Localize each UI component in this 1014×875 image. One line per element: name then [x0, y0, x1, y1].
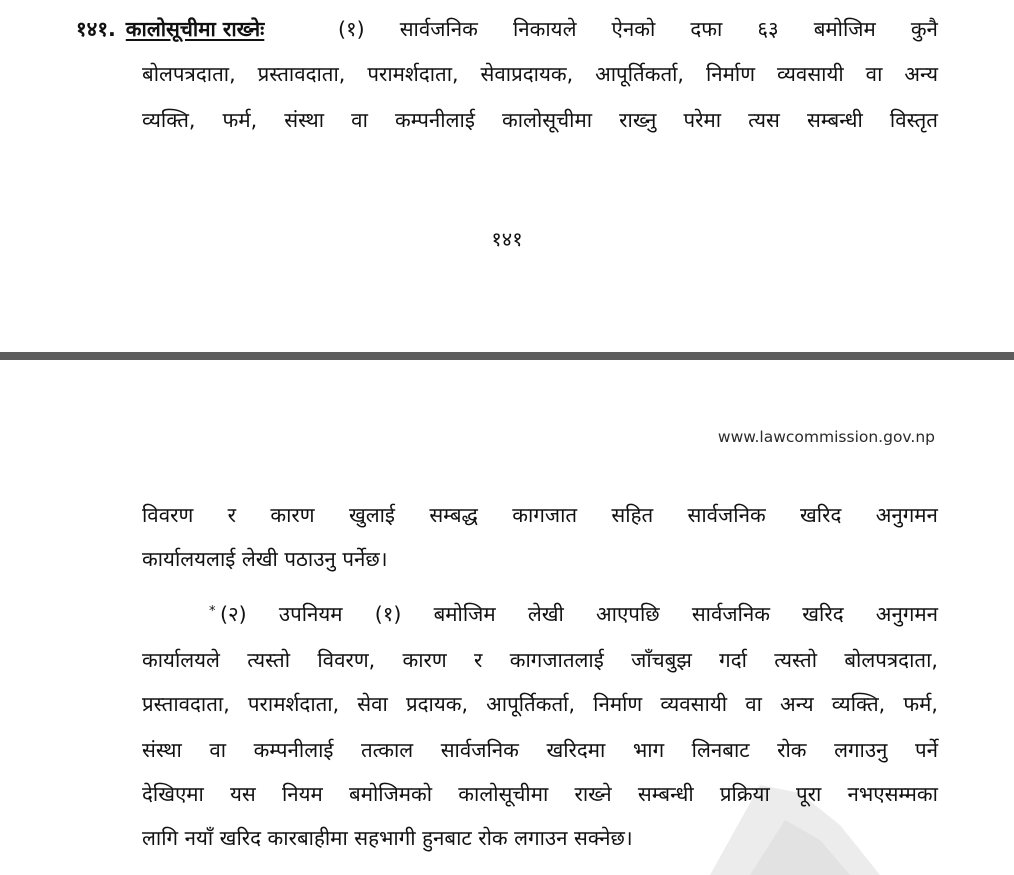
word: लेखी — [527, 602, 564, 626]
continuation-line-2: कार्यालयलाई लेखी पठाउनु पर्नेछ। — [142, 547, 388, 571]
word: सहित — [611, 503, 654, 527]
word: दफा — [690, 17, 723, 41]
word: संस्था — [142, 738, 182, 762]
word: राख्नु — [619, 108, 657, 132]
word: फर्म, — [903, 692, 938, 716]
word: रोक — [777, 738, 807, 762]
word: तत्काल — [361, 738, 414, 762]
word: वा — [865, 62, 883, 86]
word: सार्वजनिक — [687, 503, 766, 527]
subrule-line-5 — [142, 779, 938, 809]
word: कालोसूचीमा — [502, 108, 593, 132]
word: सार्वजनिक — [440, 738, 519, 762]
subrule-line-4 — [142, 735, 938, 765]
word: प्रस्तावदाता, — [257, 62, 346, 86]
word: बमोजिम — [813, 17, 876, 41]
word: गर्दा — [719, 648, 747, 672]
footnote-marker — [209, 599, 217, 633]
footnote-mark: * — [209, 604, 216, 619]
word: व्यवसायी — [660, 692, 728, 716]
word: (१) — [374, 602, 402, 626]
word: सम्बन्धी — [806, 108, 863, 132]
word: कम्पनीलाई — [253, 738, 334, 762]
word: आपूर्तिकर्ता, — [486, 692, 576, 716]
word: राख्ने — [574, 782, 612, 806]
word: निर्माण — [705, 62, 756, 86]
word: त्यस्तो — [247, 648, 291, 672]
word: ऐनको — [611, 17, 656, 41]
word: त्यस्तो — [774, 648, 818, 672]
word: सेवा — [357, 692, 388, 716]
word: अन्य — [904, 62, 938, 86]
word: बोलपत्रदाता, — [142, 62, 236, 86]
word: कारण — [402, 648, 447, 672]
word: नियम — [281, 782, 323, 806]
word: विवरण, — [317, 648, 376, 672]
word: प्रदायक, — [406, 692, 469, 716]
body-line-1 — [338, 14, 938, 44]
word: परामर्शदाता, — [367, 62, 459, 86]
page-top-fragment — [0, 0, 1014, 352]
word: बमोजिमको — [348, 782, 433, 806]
page-number: १४१ — [491, 227, 523, 251]
subrule-line-3 — [142, 689, 938, 719]
word: भाग — [632, 738, 665, 762]
word: प्रक्रिया — [719, 782, 770, 806]
subrule-line-6: लागि नयाँ खरिद कारबाहीमा सहभागी हुनबाट रोक लगाउन सक्नेछ। — [142, 826, 633, 850]
word: वा — [209, 738, 227, 762]
rule-number: १४१. — [76, 17, 116, 41]
word: प्रस्तावदाता, — [142, 692, 230, 716]
word: जाँचबुझ — [631, 648, 692, 672]
word: व्यक्ति, — [831, 692, 886, 716]
word: वा — [745, 692, 762, 716]
word: ६३ — [757, 17, 779, 41]
word: सार्वजनिक — [399, 17, 478, 41]
page-bottom-fragment — [0, 360, 1014, 863]
word: सार्वजनिक — [691, 602, 771, 626]
word: त्यस — [748, 108, 780, 132]
rule-heading-prefix — [76, 14, 272, 44]
word: खरिद — [802, 602, 844, 626]
word: अनुगमन — [875, 602, 938, 626]
word: निर्माण — [593, 692, 643, 716]
word: परेमा — [683, 108, 722, 132]
word: बोलपत्रदाता, — [844, 648, 938, 672]
word: व्यवसायी — [777, 62, 844, 86]
word: निकायले — [512, 17, 577, 41]
word: नभएसम्मका — [847, 782, 938, 806]
word: (२) — [220, 602, 247, 626]
word: परामर्शदाता, — [247, 692, 340, 716]
word: पर्ने — [914, 738, 938, 762]
word: लिनबाट — [691, 738, 750, 762]
word: बमोजिम — [433, 602, 496, 626]
word: कारण — [270, 503, 315, 527]
word: खरिदमा — [546, 738, 606, 762]
word: सम्बद्ध — [429, 503, 478, 527]
word: कागजातलाई — [509, 648, 604, 672]
website-url: www.lawcommission.gov.np — [717, 428, 935, 446]
word: अनुगमन — [875, 503, 938, 527]
word: कालोसूचीमा — [458, 782, 549, 806]
word: अन्य — [780, 692, 814, 716]
word: कार्यालयले — [142, 648, 220, 672]
word: फर्म, — [222, 108, 258, 132]
page-divider — [0, 352, 1014, 360]
subrule-line-2 — [142, 645, 938, 675]
word: सेवाप्रदायक, — [480, 62, 574, 86]
word: कुनै — [910, 17, 938, 41]
word: कागजात — [512, 503, 578, 527]
word: पूरा — [795, 782, 822, 806]
word: र — [474, 648, 483, 672]
rule-title: कालोसूचीमा राख्नेः — [125, 17, 265, 41]
word: उपनियम — [278, 602, 343, 626]
word: खरिद — [800, 503, 842, 527]
word: व्यक्ति, — [142, 108, 196, 132]
word: आएपछि — [596, 602, 660, 626]
body-line-3 — [142, 105, 938, 135]
word: (१) — [338, 17, 365, 41]
word: विवरण — [142, 503, 194, 527]
body-line-2 — [142, 59, 938, 89]
word: खुलाई — [348, 503, 395, 527]
word: लगाउनु — [834, 738, 888, 762]
continuation-line-1 — [142, 500, 938, 530]
word: कम्पनीलाई — [395, 108, 475, 132]
word: देखिएमा — [142, 782, 204, 806]
subrule-line-1 — [220, 599, 938, 629]
word: वा — [351, 108, 368, 132]
word: आपूर्तिकर्ता, — [595, 62, 684, 86]
word: संस्था — [284, 108, 325, 132]
word: र — [227, 503, 237, 527]
word: विस्तृत — [889, 108, 938, 132]
word: सम्बन्धी — [637, 782, 694, 806]
word: यस — [230, 782, 256, 806]
